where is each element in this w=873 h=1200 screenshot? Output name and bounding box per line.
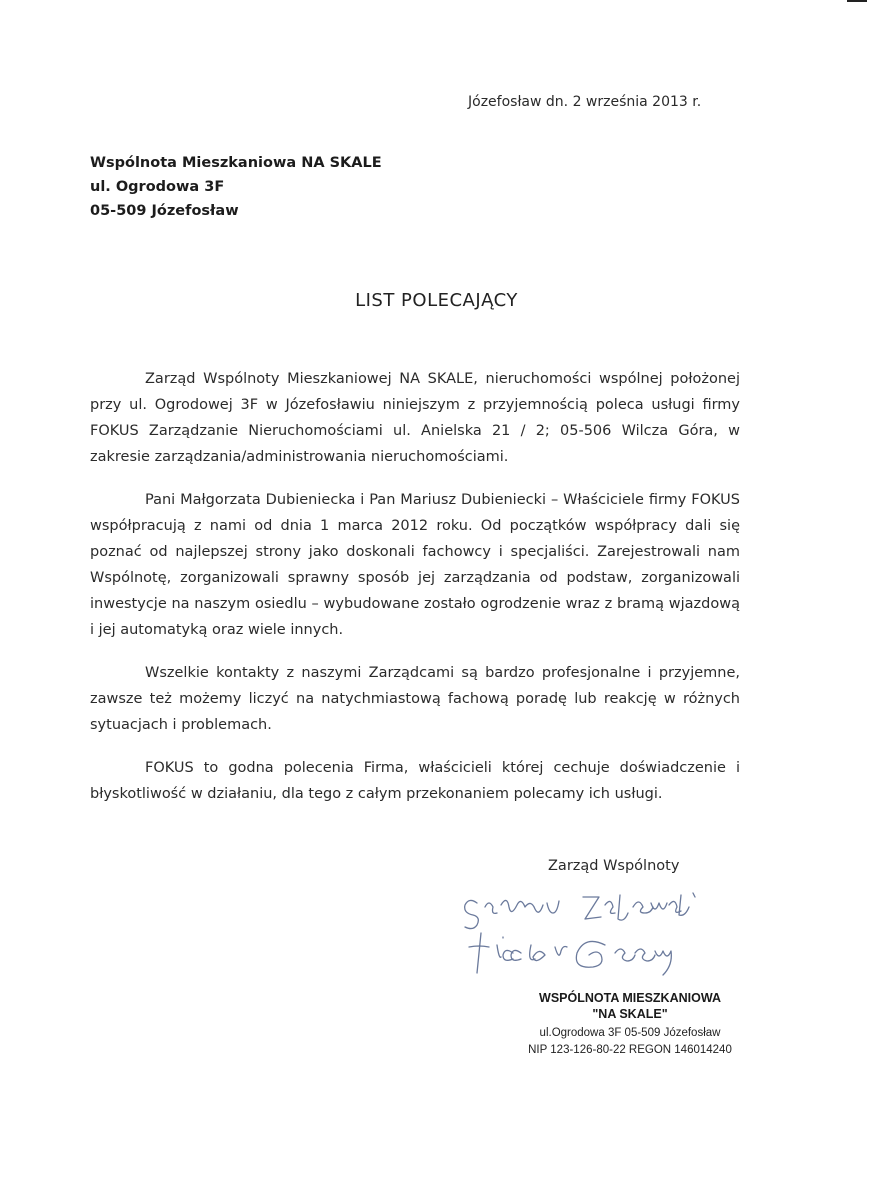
stamp-line-3: ul.Ogrodowa 3F 05-509 Józefosław <box>539 1027 721 1039</box>
paragraph-2: Pani Małgorzata Dubieniecka i Pan Mariusz Dubieniecki – Właściciele firmy FOKUS współpracują z nami od dnia 1 marca 2012 roku. Od początków współpracy dali się poznać od najlepszej strony jako doskonali fachowcy i specjaliści. Zarejestrowali nam Wspólnotę, zorganizowali sprawny sposób jej zarządzania od podstaw, zorganizowali inwestycje na naszym osiedlu – wybudowane zostało ogrodzenie wraz z bramą wjazdową i jej automatyką oraz wiele innych. <box>90 492 740 638</box>
signature-1 <box>465 893 695 929</box>
letter-date: Józefosław dn. 2 września 2013 r. <box>468 94 702 110</box>
handwritten-signatures <box>455 885 745 980</box>
stamp-line-1: WSPÓLNOTA MIESZKANIOWA <box>539 991 721 1005</box>
signature-2 <box>469 933 671 975</box>
paragraph-3: Wszelkie kontakty z naszymi Zarządcami są bardzo profesjonalne i przyjemne, zawsze też możemy liczyć na natychmiastową fachową poradę lub reakcję w różnych sytuacjach i problemach. <box>90 665 740 733</box>
sender-street: ul. Ogrodowa 3F <box>90 179 225 195</box>
stamp-line-2: "NA SKALE" <box>592 1007 668 1021</box>
letter-body <box>90 366 740 824</box>
sender-city: 05-509 Józefosław <box>90 203 239 219</box>
letter-title: LIST POLECAJĄCY <box>355 290 518 311</box>
organization-stamp <box>520 990 740 1059</box>
stamp-line-4: NIP 123-126-80-22 REGON 146014240 <box>528 1044 732 1056</box>
paragraph-1: Zarząd Wspólnoty Mieszkaniowej NA SKALE, nieruchomości wspólnej położonej przy ul. Ogrodowej 3F w Józefosławiu niniejszym z przyjemnością poleca usługi firmy FOKUS Zarządzanie Nieruchomościami ul. Anielska 21 / 2; 05-506 Wilcza Góra, w zakresie zarządzania/administrowania nieruchomościami. <box>90 371 740 465</box>
scan-corner-mark <box>847 0 867 2</box>
closing-line: Zarząd Wspólnoty <box>548 858 680 874</box>
sender-address <box>90 151 382 223</box>
sender-name: Wspólnota Mieszkaniowa NA SKALE <box>90 155 382 171</box>
paragraph-4: FOKUS to godna polecenia Firma, właścicieli której cechuje doświadczenie i błyskotliwość w działaniu, dla tego z całym przekonaniem polecamy ich usługi. <box>90 760 740 802</box>
